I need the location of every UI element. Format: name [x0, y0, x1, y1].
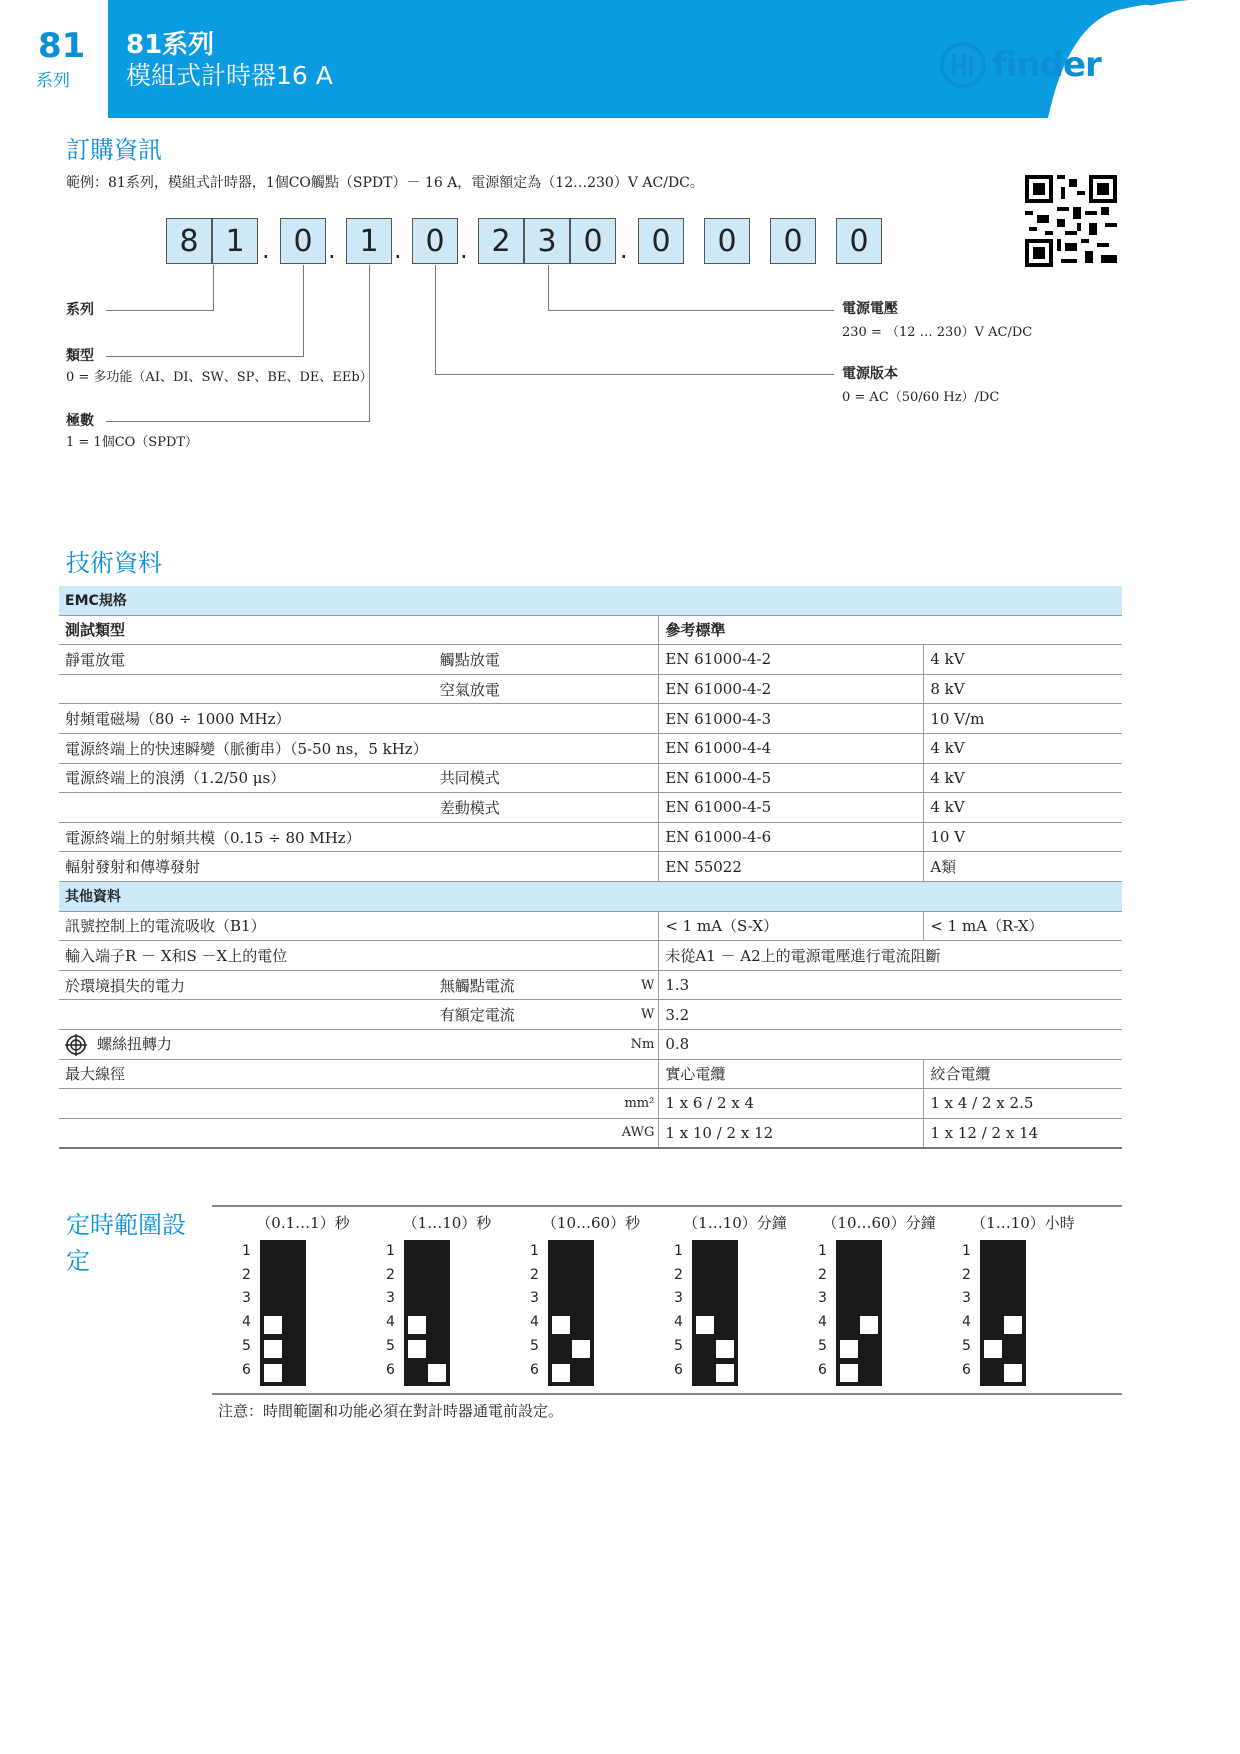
- dip-number: 1: [818, 1243, 827, 1259]
- cell-text: EN 61000-4-2: [665, 650, 772, 669]
- table-cell-c1: [59, 704, 434, 734]
- table-row: [59, 793, 1122, 823]
- dip-number: 5: [530, 1337, 539, 1354]
- timing-range-group: [660, 1210, 804, 1390]
- cell-text: 3.2: [665, 1005, 690, 1024]
- table-cell-c3: [616, 1089, 659, 1119]
- code-digit-1: 8: [166, 218, 212, 264]
- dip-switch-position: [716, 1340, 734, 1358]
- table-row: [59, 615, 1122, 645]
- cell-text: 共同模式: [439, 769, 500, 788]
- table-cell-c5: [924, 645, 1122, 675]
- leader-voltage-v: [548, 265, 549, 311]
- timing-range-group: [228, 1210, 372, 1390]
- table-cell-c2: [434, 970, 616, 1000]
- cell-text: 4 kV: [930, 650, 965, 669]
- dip-number: 3: [818, 1290, 827, 1307]
- header-title-line1: 81系列: [126, 30, 215, 60]
- tech-table: [59, 586, 1122, 1149]
- table-cell-c2: [434, 1118, 616, 1148]
- timing-range-group: [516, 1210, 660, 1390]
- leader-supply: [435, 374, 834, 375]
- dip-switch-position: [428, 1364, 446, 1382]
- table-cell-c5: [924, 733, 1122, 763]
- dip-number: 3: [242, 1290, 251, 1307]
- dip-switch-position: [696, 1316, 714, 1334]
- table-cell-c1: [59, 911, 434, 941]
- table-cell-c1: [59, 645, 434, 675]
- dip-number: 3: [962, 1290, 971, 1307]
- code-dot: .: [328, 236, 336, 264]
- timing-range-group: [804, 1210, 948, 1390]
- timing-note: 注意：時間範圍和功能必須在對計時器通電前設定。: [218, 1402, 564, 1420]
- code-dot: .: [460, 236, 468, 264]
- table-cell-c2: [434, 704, 616, 734]
- header-title-line2: 模組式計時器16 A: [126, 61, 333, 90]
- cell-text: < 1 mA（S-X）: [665, 917, 779, 936]
- table-cell-c4: [659, 615, 1122, 645]
- label-series: 系列: [66, 302, 94, 318]
- table-cell-c1: [59, 1029, 434, 1059]
- dip-numbers: [242, 1240, 251, 1382]
- dip-number: 5: [818, 1337, 827, 1354]
- dip-numbers: [674, 1240, 683, 1382]
- table-cell-c4: [659, 911, 924, 941]
- table-row: [59, 1000, 1122, 1030]
- table-cell-c4: [659, 1118, 924, 1148]
- table-cell-c4: [659, 1059, 924, 1089]
- cell-text: 10 V/m: [930, 709, 985, 728]
- dip-number: 2: [242, 1266, 251, 1283]
- cell-text: 1.3: [665, 976, 690, 995]
- table-cell-c2: [434, 852, 616, 882]
- cell-text: 輸入端子R － X和S －X上的電位: [65, 946, 288, 965]
- table-cell-c5: [924, 704, 1122, 734]
- cell-text: 於環境損失的電力: [65, 976, 186, 995]
- table-cell-c1: [59, 793, 434, 823]
- label-type-desc: 0 = 多功能（AI、DI、SW、SP、BE、DE、EEb）: [66, 370, 373, 385]
- code-dot: .: [394, 236, 402, 264]
- dip-numbers: [386, 1240, 395, 1382]
- cell-text: 參考標準: [665, 621, 726, 640]
- cell-text: mm²: [624, 1095, 655, 1111]
- table-cell-c5: [924, 852, 1122, 882]
- label-type: 類型: [66, 348, 94, 364]
- cell-text: 4 kV: [930, 768, 965, 787]
- table-cell-c5: [924, 822, 1122, 852]
- dip-number: 2: [530, 1266, 539, 1283]
- table-row: [59, 763, 1122, 793]
- table-cell-c4: [659, 1089, 924, 1119]
- cell-text: 1 x 12 / 2 x 14: [930, 1123, 1039, 1142]
- code-dot: .: [620, 236, 628, 264]
- table-cell-c4: [659, 645, 924, 675]
- table-cell-c3: [616, 674, 659, 704]
- table-cell-c3: [616, 852, 659, 882]
- ordering-example: 範例：81系列，模組式計時器，1個CO觸點（SPDT）－ 16 A，電源額定為（12…230）V AC/DC。: [66, 175, 704, 191]
- cell-text: AWG: [621, 1125, 655, 1141]
- dip-numbers: [962, 1240, 971, 1382]
- cell-text: EN 61000-4-3: [665, 709, 772, 728]
- label-supply-desc: 0 = AC（50/60 Hz）/DC: [842, 390, 1000, 405]
- timing-range-label: （10…60）秒: [541, 1214, 641, 1232]
- finder-logo-text: finder: [992, 45, 1101, 85]
- cell-text: EN 61000-4-4: [665, 739, 772, 758]
- dip-switch-block: [404, 1240, 450, 1386]
- code-digit-11: 0: [770, 218, 816, 264]
- label-supply: 電源版本: [842, 366, 898, 382]
- dip-number: 6: [242, 1361, 251, 1378]
- code-digit-9: 0: [638, 218, 684, 264]
- dip-number: 5: [962, 1337, 971, 1354]
- cell-text: W: [640, 977, 655, 993]
- timing-range-label: （1…10）分鐘: [683, 1214, 787, 1232]
- timing-rule-bottom: [212, 1393, 1122, 1395]
- cell-text: 0.8: [665, 1035, 690, 1054]
- table-cell-c5: [924, 1089, 1122, 1119]
- leader-poles-v: [369, 265, 370, 422]
- series-word: 系列: [36, 71, 70, 91]
- dip-switch-position: [264, 1316, 282, 1334]
- dip-switch-position: [408, 1316, 426, 1334]
- table-row: [59, 911, 1122, 941]
- timing-range-group: [948, 1210, 1092, 1390]
- timing-range-label: （1…10）秒: [402, 1214, 492, 1232]
- table-cell-c3: [616, 1059, 659, 1089]
- table-cell-c4: [659, 704, 924, 734]
- cell-text: 其他資料: [65, 889, 121, 906]
- dip-numbers: [818, 1240, 827, 1382]
- table-cell-c1: [59, 1089, 434, 1119]
- dip-number: 5: [386, 1337, 395, 1354]
- table-cell-c2: [434, 793, 616, 823]
- cell-text: EMC規格: [65, 593, 127, 610]
- cell-text: 螺絲扭轉力: [97, 1034, 173, 1053]
- finder-logo: [940, 42, 1101, 88]
- table-cell-c2: [434, 1000, 616, 1030]
- table-row: [59, 822, 1122, 852]
- code-digit-10: 0: [704, 218, 750, 264]
- finder-logo-icon: [940, 42, 986, 88]
- table-row: [59, 704, 1122, 734]
- table-cell-c3: [616, 733, 659, 763]
- dip-switch-position: [840, 1340, 858, 1358]
- table-cell-c1: [59, 763, 434, 793]
- leader-type: [106, 356, 304, 357]
- dip-number: 1: [530, 1243, 539, 1259]
- table-cell-c1: [59, 822, 434, 852]
- table-row: [59, 852, 1122, 882]
- code-digit-4: 1: [346, 218, 392, 264]
- dip-number: 6: [530, 1361, 539, 1378]
- cell-text: 訊號控制上的電流吸收（B1）: [65, 917, 266, 936]
- dip-number: 5: [674, 1337, 683, 1354]
- table-cell-c5: [924, 911, 1122, 941]
- cell-text: 射頻電磁場（80 ÷ 1000 MHz）: [65, 710, 291, 729]
- cell-text: 觸點放電: [439, 650, 500, 669]
- dip-number: 4: [386, 1314, 395, 1331]
- table-cell-c2: [434, 763, 616, 793]
- cell-text: W: [640, 1007, 655, 1023]
- dip-switch-position: [1004, 1364, 1022, 1382]
- cell-text: 無觸點電流: [439, 976, 515, 995]
- cell-text: 未從A1 － A2上的電源電壓進行電流阻斷: [665, 946, 941, 965]
- code-digit-7: 3: [524, 218, 570, 264]
- table-cell-c4: [659, 1000, 1122, 1030]
- tech-title: 技術資料: [66, 549, 162, 577]
- table-row: [59, 674, 1122, 704]
- timing-rule-top: [212, 1205, 1122, 1207]
- table-cell-c1: [59, 733, 434, 763]
- dip-switch-position: [552, 1364, 570, 1382]
- table-cell-c1: [59, 674, 434, 704]
- dip-number: 6: [674, 1361, 683, 1378]
- dip-switch-position: [716, 1364, 734, 1382]
- table-cell-c3: [616, 970, 659, 1000]
- cell-text: 1 x 4 / 2 x 2.5: [930, 1094, 1034, 1113]
- dip-number: 4: [674, 1314, 683, 1331]
- cell-text: 10 V: [930, 828, 966, 847]
- cell-text: 測試類型: [65, 621, 126, 640]
- table-cell-c1: [59, 586, 1122, 615]
- cell-text: < 1 mA（R-X）: [930, 917, 1044, 936]
- dip-number: 4: [242, 1314, 251, 1331]
- code-digit-2: 1: [212, 218, 258, 264]
- table-cell-c4: [659, 970, 1122, 1000]
- leader-supply-v: [435, 265, 436, 375]
- table-cell-c5: [924, 1118, 1122, 1148]
- dip-number: 6: [386, 1361, 395, 1378]
- table-cell-c2: [434, 941, 616, 971]
- cell-text: 1 x 6 / 2 x 4: [665, 1094, 755, 1113]
- dip-switch-block: [980, 1240, 1026, 1386]
- table-row: [59, 1089, 1122, 1119]
- table-cell-c2: [434, 911, 616, 941]
- code-digit-8: 0: [570, 218, 616, 264]
- cell-text: 電源終端上的浪湧（1.2/50 μs）: [65, 769, 286, 788]
- table-cell-c4: [659, 852, 924, 882]
- label-voltage: 電源電壓: [842, 301, 898, 317]
- dip-switch-position: [984, 1340, 1002, 1358]
- table-cell-c3: [616, 1118, 659, 1148]
- dip-number: 1: [674, 1243, 683, 1259]
- table-cell-c2: [434, 1089, 616, 1119]
- table-row: [59, 941, 1122, 971]
- leader-poles: [106, 421, 370, 422]
- dip-switch-position: [552, 1316, 570, 1334]
- code-dot: .: [262, 236, 270, 264]
- dip-switch-position: [572, 1340, 590, 1358]
- dip-number: 1: [386, 1243, 395, 1259]
- table-cell-c2: [434, 1029, 616, 1059]
- code-digit-12: 0: [836, 218, 882, 264]
- label-poles: 極數: [66, 413, 94, 429]
- cell-text: 差動模式: [439, 798, 500, 817]
- dip-number: 6: [818, 1361, 827, 1378]
- table-row: [59, 1118, 1122, 1148]
- table-cell-c4: [659, 793, 924, 823]
- table-cell-c3: [616, 704, 659, 734]
- dip-switch-position: [840, 1364, 858, 1382]
- dip-switch-block: [836, 1240, 882, 1386]
- table-cell-c3: [616, 1029, 659, 1059]
- cell-text: 空氣放電: [439, 680, 500, 699]
- dip-number: 4: [818, 1314, 827, 1331]
- dip-number: 2: [818, 1266, 827, 1283]
- dip-number: 1: [962, 1243, 971, 1259]
- code-digit-5: 0: [412, 218, 458, 264]
- dip-number: 2: [962, 1266, 971, 1283]
- code-digit-3: 0: [280, 218, 326, 264]
- timing-range-group: [372, 1210, 516, 1390]
- cell-text: 4 kV: [930, 798, 965, 817]
- timing-range-label: （1…10）小時: [971, 1214, 1075, 1232]
- table-cell-c4: [659, 941, 1122, 971]
- leader-series: [106, 310, 214, 311]
- leader-series-v: [213, 265, 214, 311]
- timing-range-label: （0.1…1）秒: [256, 1214, 350, 1232]
- table-cell-c1: [59, 1059, 434, 1089]
- table-row: [59, 733, 1122, 763]
- table-cell-c1: [59, 852, 434, 882]
- table-cell-c3: [616, 645, 659, 675]
- table-cell-c4: [659, 1029, 1122, 1059]
- cell-text: 1 x 10 / 2 x 12: [665, 1123, 774, 1142]
- cell-text: EN 61000-4-5: [665, 798, 772, 817]
- cell-text: 最大線徑: [65, 1065, 126, 1084]
- cell-text: EN 61000-4-5: [665, 768, 772, 787]
- dip-number: 3: [674, 1290, 683, 1307]
- dip-switch-position: [264, 1364, 282, 1382]
- table-cell-c3: [616, 911, 659, 941]
- qr-code: [1025, 175, 1117, 267]
- cell-text: 電源終端上的射頻共模（0.15 ÷ 80 MHz）: [65, 828, 361, 847]
- dip-switch-block: [548, 1240, 594, 1386]
- table-cell-c4: [659, 763, 924, 793]
- series-number: 81: [38, 26, 86, 66]
- table-cell-c1: [59, 941, 434, 971]
- dip-number: 1: [242, 1243, 251, 1259]
- table-cell-c5: [924, 1059, 1122, 1089]
- dip-number: 4: [530, 1314, 539, 1331]
- dip-switch-position: [860, 1316, 878, 1334]
- screw-icon: [65, 1035, 97, 1053]
- table-row: [59, 645, 1122, 675]
- table-cell-c3: [616, 1000, 659, 1030]
- dip-number: 2: [386, 1266, 395, 1283]
- cell-text: 8 kV: [930, 680, 965, 699]
- table-cell-c3: [616, 822, 659, 852]
- dip-number: 3: [530, 1290, 539, 1307]
- table-cell-c2: [434, 733, 616, 763]
- label-voltage-desc: 230 = （12 … 230）V AC/DC: [842, 325, 1033, 340]
- dip-numbers: [530, 1240, 539, 1382]
- table-row: [59, 1029, 1122, 1059]
- timing-range-label: （10…60）分鐘: [822, 1214, 936, 1232]
- dip-switch-block: [260, 1240, 306, 1386]
- table-cell-c4: [659, 822, 924, 852]
- table-row: [59, 1059, 1122, 1089]
- cell-text: 有額定電流: [439, 1006, 515, 1025]
- table-cell-c3: [616, 941, 659, 971]
- table-row: [59, 970, 1122, 1000]
- dip-switch-position: [264, 1340, 282, 1358]
- table-cell-c5: [924, 793, 1122, 823]
- table-cell-c5: [924, 674, 1122, 704]
- table-cell-c1: [59, 970, 434, 1000]
- dip-number: 4: [962, 1314, 971, 1331]
- table-cell-c1: [59, 1118, 434, 1148]
- dip-switch-position: [1004, 1316, 1022, 1334]
- code-digit-6: 2: [478, 218, 524, 264]
- timing-title: 定時範圍設定: [66, 1211, 186, 1275]
- cell-text: A類: [930, 858, 957, 877]
- ordering-title: 訂購資訊: [66, 136, 162, 164]
- table-cell-c3: [616, 793, 659, 823]
- label-poles-desc: 1 = 1個CO（SPDT）: [66, 435, 199, 450]
- dip-number: 5: [242, 1337, 251, 1354]
- table-cell-c3: [616, 763, 659, 793]
- cell-text: EN 61000-4-2: [665, 680, 772, 699]
- cell-text: 4 kV: [930, 739, 965, 758]
- cell-text: EN 55022: [665, 857, 742, 876]
- cell-text: 輻射發射和傳導發射: [65, 858, 201, 877]
- cell-text: 電源終端上的快速瞬變（脈衝串）（5-50 ns，5 kHz）: [65, 739, 428, 758]
- dip-number: 2: [674, 1266, 683, 1283]
- dip-number: 3: [386, 1290, 395, 1307]
- cell-text: Nm: [630, 1036, 655, 1052]
- cell-text: EN 61000-4-6: [665, 828, 772, 847]
- table-cell-c1: [59, 1000, 434, 1030]
- table-cell-c2: [434, 645, 616, 675]
- table-cell-c4: [659, 674, 924, 704]
- table-cell-c2: [434, 1059, 616, 1089]
- table-section-row: [59, 881, 1122, 911]
- cell-text: 絞合電纜: [930, 1065, 991, 1084]
- table-cell-c1: [59, 615, 659, 645]
- dip-number: 6: [962, 1361, 971, 1378]
- table-cell-c4: [659, 733, 924, 763]
- table-cell-c2: [434, 822, 616, 852]
- table-cell-c2: [434, 674, 616, 704]
- cell-text: 靜電放電: [65, 650, 126, 669]
- dip-switch-block: [692, 1240, 738, 1386]
- leader-voltage: [548, 310, 834, 311]
- dip-switch-position: [408, 1340, 426, 1358]
- table-cell-c1: [59, 881, 1122, 911]
- cell-text: 實心電纜: [665, 1065, 726, 1084]
- header-series-block: [0, 0, 108, 118]
- table-cell-c5: [924, 763, 1122, 793]
- table-section-row: [59, 586, 1122, 615]
- leader-type-v: [303, 265, 304, 357]
